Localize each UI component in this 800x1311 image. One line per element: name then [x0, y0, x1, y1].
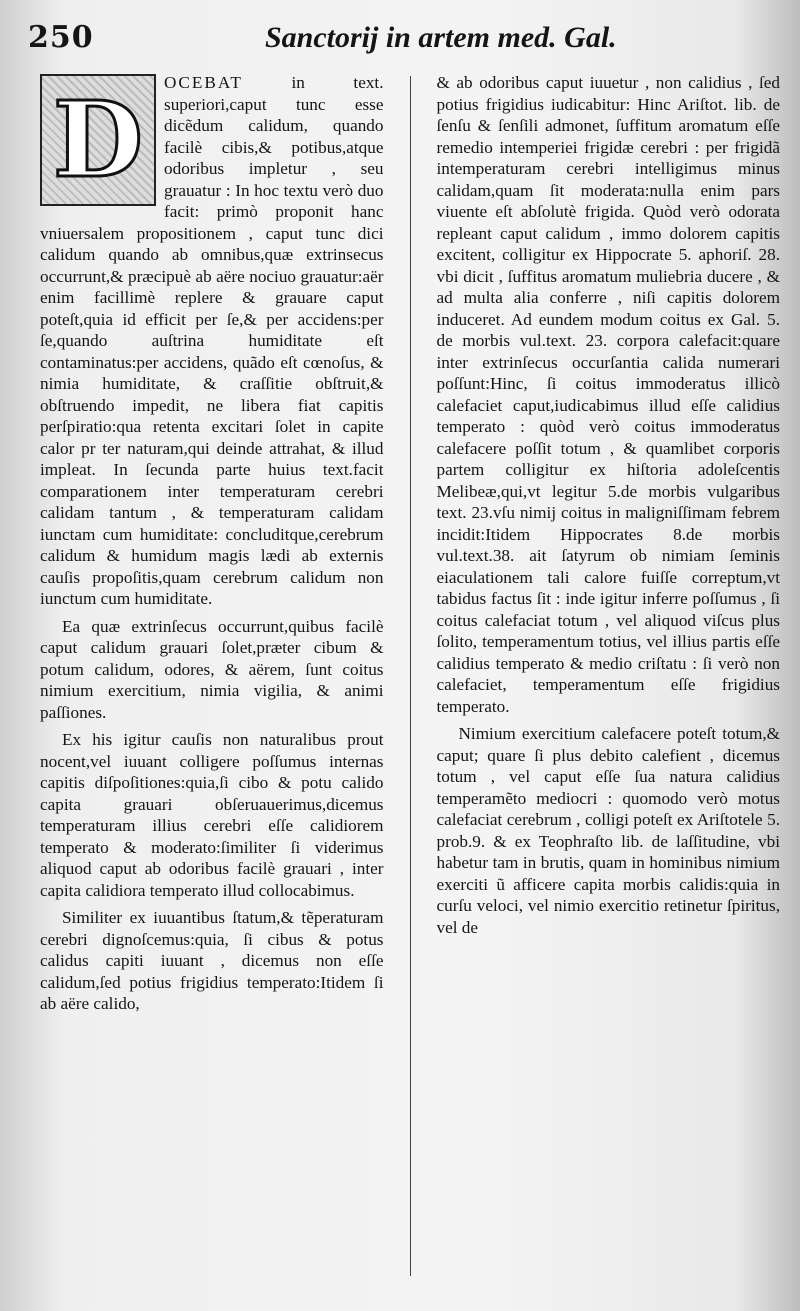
right-paragraph-2: Nimium exercitium calefacere poteſt totum,& caput; quare ſi plus debito calefient , dicemus totum , vel caput eſſe ſua natura calidius temperamẽto mediocri : quomodo verò motus calefaciat cerebrum , colligi poteſt ex Ariſtotele 5. prob.9. & ex Teophraſto lib. de laſſitudine, vbi habetur tam in brutis, quam in hominibus nimium exerciti ũ afficere capita morbis calidis:quia in curſu veloci, vel nimio exercitio retinetur ſpiritus, vel de	[436, 724, 780, 937]
opening-word: OCEBAT	[164, 73, 243, 92]
left-paragraph-3: Ex his igitur cauſis non naturalibus prout nocent,vel iuuant colligere poſſumus internas capitis diſpoſitiones:quia,ſi cibo & potu calido capita grauari obſeruauerimus,dicemus temperaturam illius cerebri eſſe calidiorem temperato & moderato:ſimiliter ſi viderimus aliquod caput ab odoribus facilè grauari , inter capita calidiora temperato illud collocabimus.	[40, 730, 384, 900]
left-column	[40, 72, 384, 1284]
left-paragraph-2: Ea quæ extrinſecus occurrunt,quibus facilè caput calidum grauari ſolet,præter cibum & potum calidum, odores, & aërem, ſunt coitus nimium exercitium, nimia vigilia, & animi paſſiones.	[40, 616, 384, 722]
running-title: Sanctorij in artem med. Gal.	[264, 21, 617, 54]
right-paragraph-1: & ab odoribus caput iuuetur , non calidius , ſed potius frigidius iudicabitur: Hinc Ariſtot. lib. de ſenſu & ſenſili admonet, ſuffitum aromatum eſſe remedio intemperiei frigidæ cerebri : per frigidã intemperaturam cerebri intelligimus minus calidam,quam ſit moderata:nulla enim pars viuente eſt abſolutè frigida. Quòd verò odorata repleant caput calidum , immo dolorem capitis excitent, colligitur ex Hippocrate 5. aphoriſ. 28. vbi dicit , ſuffitus aromatum muliebria ducere , & ad multa alia conferre , niſi capitis dolorem induceret. Ad eundem modum coitus ex Gal. 5. de morbis vul.text. 23. corpora calefacit:quare inter extrinſecus occurſantia calida numerari poſſunt:Hinc, ſi coitus immoderatus illicò calefaciet caput,iudicabimus illud eſſe calidius temperato : quòd verò coitus immoderatus calefacere poſſit totum , & quamlibet corporis partem colligitur ex hiſtoria adoleſcentis Melibeæ,qui,vt legitur 5.de morbis vulgaribus text. 23.vſu nimij coitus in maligniſſimam febrem incidit:Itidem Hippocrates 8.de morbis vul.text.38. ait ſatyrum ob nimiam ſeminis eiaculationem tali calore fuiſſe correptum,vt tabidus factus ſit : inde igitur inferre poſſumus , ſi coitus calefaciat totum , vel aliquod viſcus plus ſolito, temperamentum totius, vel illius partis eſſe calidius temperato & medio criſtatu : ſi verò non calefaciet, temperamentum eſſe frigidius temperato.	[436, 73, 780, 716]
column-divider	[410, 76, 411, 1276]
left-paragraph-1: in text. superiori,caput tunc esse dicẽdum calidum, quando facilè cibis,& potibus,atque odoribus impletur , seu grauatur : In hoc textu verò duo facit: primò proponit hanc vniuersalem propositionem , caput tunc dici calidum quando ab omnibus,quæ extrinsecus occurrunt,& præcipuè ab aëre nociuo grauatur:aër enim facillimè replere & grauare caput poteſt,quia id efficit per ſe,& per accidens:per ſe,quando auſtrina humiditate eſt contaminatus:per accidens, quãdo eſt cœnoſus, & nimia humiditate, & craſſitie obſtruit,& obſtruendo impedit, ne libera fiat capitis perſpiratio:qua retenta excitari ſolet in capite calor pr ter naturam,qui deinde attrahat, & illud impleat. In ſecunda parte huius text.facit comparationem inter temperaturam cerebri calidam tantum , & temperaturam calidam iunctam cum humiditate: concluditque,cerebrum calidum & humidum magis lædi ab externis cauſis propoſitis,quam cerebrum calidum non iunctum cum humiditate.	[40, 73, 384, 608]
drop-cap-letter: D	[52, 78, 144, 201]
decorated-initial	[40, 74, 156, 206]
left-paragraph-4: Similiter ex iuuantibus ſtatum,& tẽperaturam cerebri dignoſcemus:quia, ſi cibus & potus calidus capiti iuuant , dicemus non eſſe calidum,ſed potius frigidius temperato:Itidem ſi ab aëre calido,	[40, 908, 384, 1013]
page-header	[28, 20, 770, 64]
text-columns	[40, 72, 780, 1284]
right-column	[437, 72, 781, 1284]
page-number: 250	[28, 20, 94, 55]
